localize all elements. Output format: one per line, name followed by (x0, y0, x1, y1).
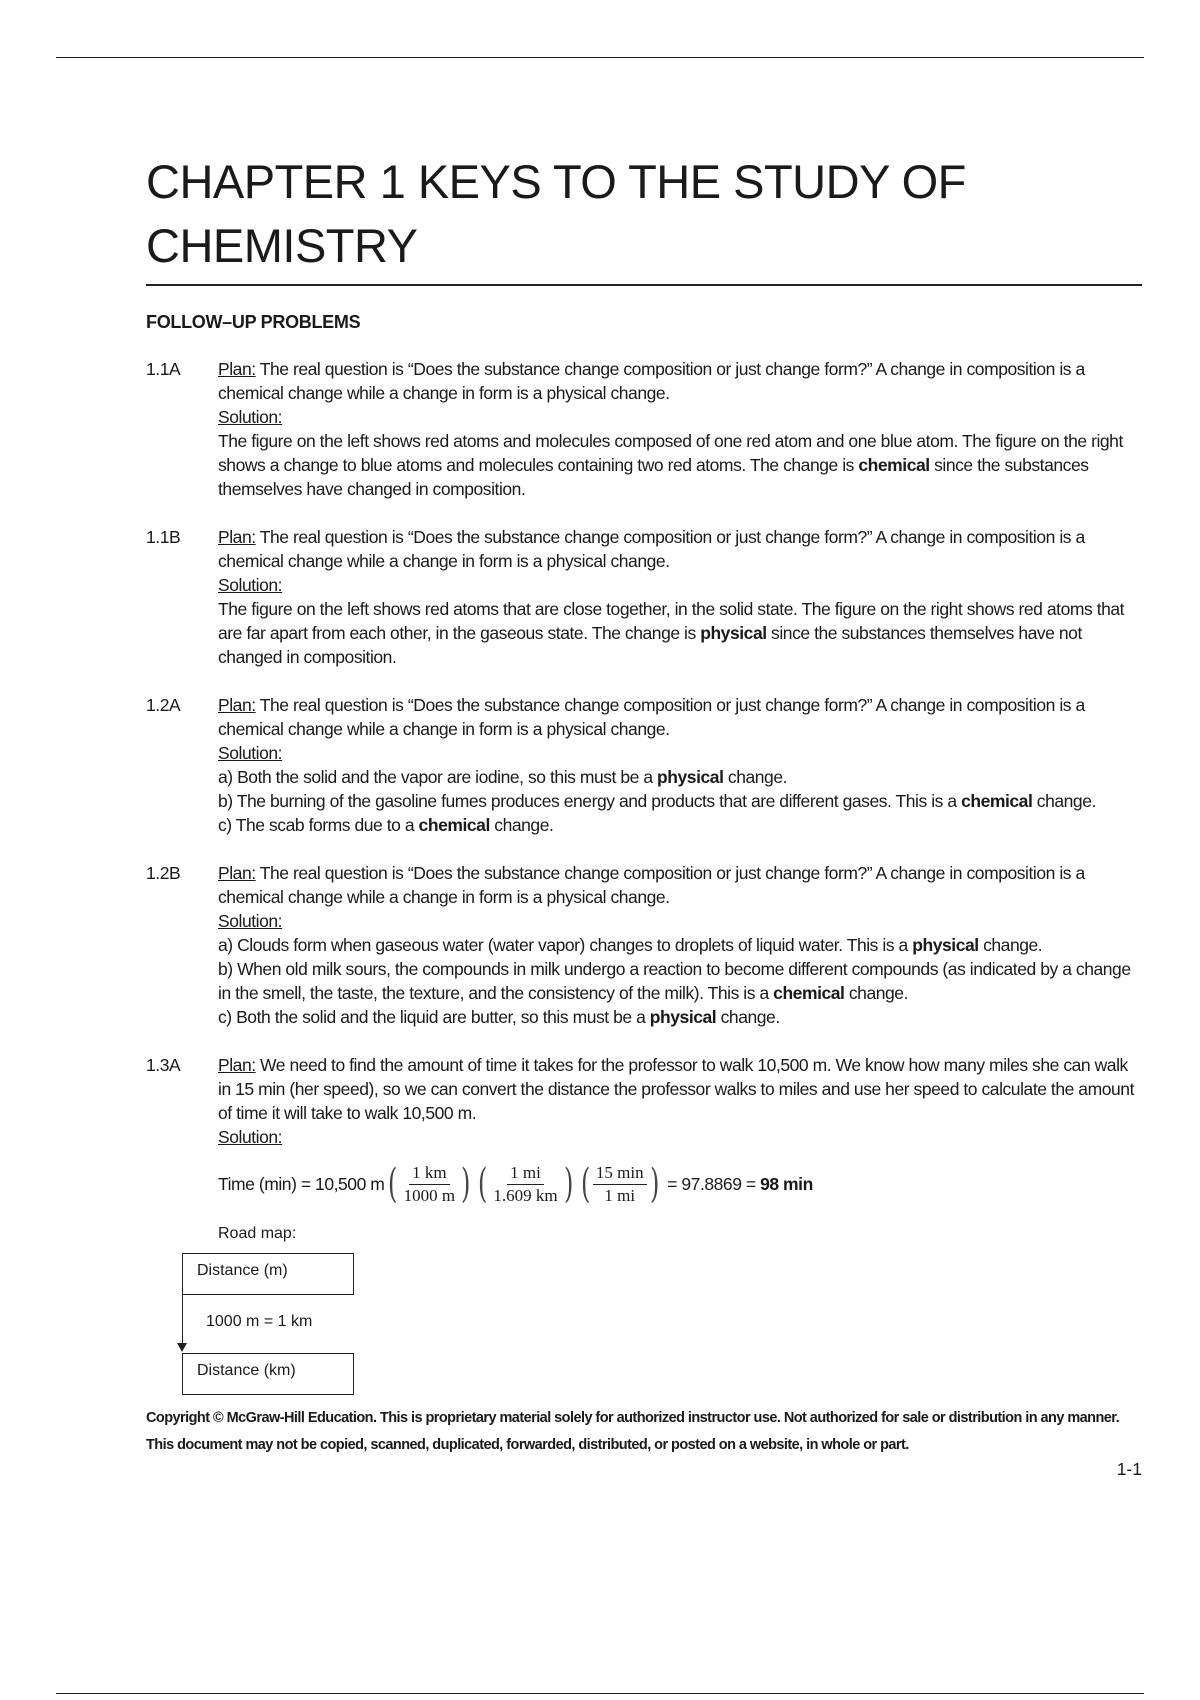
part-a-answer: physical (912, 935, 979, 955)
equation-intermediate: = 97.8869 = (662, 1174, 761, 1194)
solution-label: Solution: (218, 575, 283, 595)
distance-m-box: Distance (m) (182, 1253, 354, 1295)
part-c-post: change. (716, 1007, 780, 1027)
fraction-denominator: 1 mi (604, 1185, 636, 1205)
part-c-answer: physical (649, 1007, 717, 1027)
problem-number: 1.3A (146, 1055, 181, 1075)
plan-label: Plan: (218, 1055, 256, 1075)
solution-part-c (218, 1005, 1142, 1029)
solution-part-a (218, 933, 1142, 957)
conversion-factor: 1000 m = 1 km (206, 1313, 313, 1330)
problem-1-2a (146, 693, 1142, 837)
plan (218, 357, 1142, 405)
problem-1-1b (146, 525, 1142, 669)
solution-text (218, 597, 1142, 669)
solution-pre: The figure on the left shows red atoms and molecules composed of one red atom and one blue atom. The figure on the right shows a change to blue atoms and molecules containing two red atoms. The change is (218, 431, 1123, 475)
road-map (146, 1225, 1142, 1395)
problem-1-2b (146, 861, 1142, 1029)
road-map-label: Road map: (218, 1225, 297, 1242)
copyright-notice: Copyright © McGraw-Hill Education. This is proprietary material solely for authorized instructor use. Not authorized for sale or distribution in any manner. This document may not be copied, scanned, duplicated, forwarded, distributed, or posted on a website, in whole or part. (146, 1410, 1120, 1453)
problem-1-1a (146, 357, 1142, 501)
problem-number: 1.2B (146, 863, 181, 883)
distance-km-box: Distance (km) (182, 1353, 354, 1395)
solution-part-a (218, 765, 1142, 789)
solution-answer: physical (700, 623, 767, 643)
fraction-denominator: 1000 m (403, 1185, 456, 1205)
part-b-pre: b) The burning of the gasoline fumes produces energy and products that are different gases. This is a (218, 791, 962, 811)
part-c-post: change. (489, 815, 554, 835)
plan (218, 525, 1142, 573)
part-b-post: change. (844, 983, 909, 1003)
road-map-arrow (182, 1295, 183, 1345)
part-a-answer: physical (657, 767, 724, 787)
problem-number: 1.1B (146, 527, 181, 547)
solution-label: Solution: (218, 911, 283, 931)
problem-number: 1.1A (146, 359, 181, 379)
top-rule (56, 57, 1144, 58)
solution-label: Solution: (218, 407, 283, 427)
problem-number: 1.2A (146, 695, 181, 715)
page-number: 1-1 (1116, 1459, 1142, 1479)
part-a-pre: a) Both the solid and the vapor are iodine, so this must be a (218, 767, 658, 787)
part-b-post: change. (1032, 791, 1096, 811)
part-c-pre: c) Both the solid and the liquid are butter, so this must be a (218, 1007, 650, 1027)
page-content (146, 150, 1142, 1480)
solution-answer: chemical (858, 455, 930, 475)
plan-text: The real question is “Does the substance change composition or just change form?” A change in composition is a chemical change while a change in form is a physical change. (218, 695, 1085, 739)
solution-text (218, 429, 1142, 501)
fraction-min-per-mi: ( $\frac{15 \min}{1 mi}$ ) (580, 1161, 659, 1207)
solution-post: since the substances themselves have not changed in composition. (218, 623, 1082, 667)
plan-text: The real question is “Does the substance change composition or just change form?” A change in composition is a chemical change while a change in form is a physical change. (218, 359, 1085, 403)
plan-text: The real question is “Does the substance change composition or just change form?” A change in composition is a chemical change while a change in form is a physical change. (218, 527, 1085, 571)
section-heading: FOLLOW–UP PROBLEMS (146, 312, 361, 332)
arrow-down-icon (177, 1343, 187, 1352)
solution-post: since the substances themselves have changed in composition. (218, 455, 1089, 499)
fraction-numerator: 1 mi (507, 1162, 544, 1185)
part-c-answer: chemical (418, 815, 490, 835)
bottom-rule (56, 1693, 1144, 1694)
part-a-post: change. (978, 935, 1043, 955)
solution-pre: The figure on the left shows red atoms that are close together, in the solid state. The figure on the right shows red atoms that are far apart from each other, in the gaseous state. The change is (218, 599, 1125, 643)
fraction-numerator: 1 km (409, 1162, 449, 1185)
plan (218, 861, 1142, 909)
fraction-denominator: 1.609 km (493, 1185, 558, 1205)
part-b-answer: chemical (773, 983, 845, 1003)
part-b-pre: b) When old milk sours, the compounds in milk undergo a reaction to become different compounds (as indicated by a change in the smell, the taste, the texture, and the consistency of the milk). This is a (218, 959, 1131, 1003)
solution-part-c (218, 813, 1142, 837)
plan-label: Plan: (218, 695, 256, 715)
fraction-km-per-m: ( $\frac{1 km}{1000 m}$ ) (388, 1161, 471, 1207)
fraction-mi-per-km: ( $\frac{1 mi}{1.609 km}$ ) (478, 1161, 573, 1207)
part-b-answer: chemical (961, 791, 1033, 811)
plan-label: Plan: (218, 359, 256, 379)
solution-part-b (218, 957, 1142, 1005)
solution-label: Solution: (218, 1127, 283, 1147)
part-c-pre: c) The scab forms due to a (218, 815, 419, 835)
solution-label: Solution: (218, 743, 283, 763)
part-a-pre: a) Clouds form when gaseous water (water vapor) changes to droplets of liquid water. This is a (218, 935, 913, 955)
plan-text: We need to find the amount of time it takes for the professor to walk 10,500 m. We know how many miles she can walk in 15 min (her speed), so we can convert the distance the professor walks to miles and use her speed to calculate the amount of time it will take to walk 10,500 m. (218, 1055, 1134, 1123)
plan (218, 1053, 1142, 1125)
problem-1-3a (146, 1053, 1142, 1211)
plan-label: Plan: (218, 863, 256, 883)
plan-label: Plan: (218, 527, 256, 547)
plan (218, 693, 1142, 741)
part-a-post: change. (723, 767, 788, 787)
fraction-numerator: 15 min (593, 1162, 647, 1185)
chapter-title: CHAPTER 1 KEYS TO THE STUDY OF CHEMISTRY (146, 150, 1142, 286)
plan-text: The real question is “Does the substance change composition or just change form?” A change in composition is a chemical change while a change in form is a physical change. (218, 863, 1085, 907)
equation-answer: 98 min (760, 1174, 813, 1194)
time-equation (218, 1157, 1142, 1211)
equation-lhs: Time (min) = 10,500 m (218, 1174, 385, 1194)
solution-part-b (218, 789, 1142, 813)
